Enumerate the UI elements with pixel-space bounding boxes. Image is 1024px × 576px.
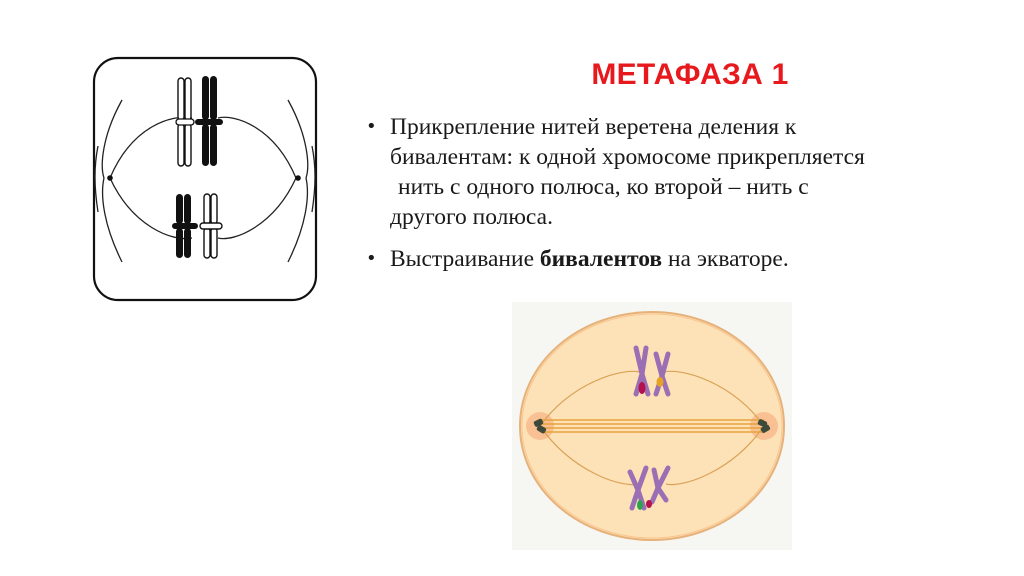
bullet-1-line-2: бивалентам: к одной хромосоме прикрепляется (390, 144, 865, 170)
bullet-icon: • (366, 248, 377, 269)
bullet-2-text-bold: бивалентов (539, 246, 663, 272)
bullet-1-line-1: Прикрепление нитей веретена деления к (390, 114, 797, 140)
slide-title: МЕТАФАЗА 1 (591, 58, 789, 91)
bullet-icon: • (366, 116, 377, 137)
metaphase-cell-figure (512, 302, 792, 550)
bullet-2-text-post: на экваторе. (662, 246, 789, 272)
bullet-1-line-3: нить с одного полюса, ко второй – нить с (398, 174, 809, 200)
metaphase-schematic-figure (92, 56, 318, 302)
metaphase-cell-icon (512, 302, 792, 550)
metaphase-schematic-icon (92, 56, 318, 302)
bullet-item-1 (366, 112, 1006, 232)
bullet-2-text-pre: Выстраивание (390, 246, 540, 272)
bullet-list (366, 112, 1006, 274)
bullet-item-2 (366, 244, 1006, 274)
bullet-1-line-4: другого полюса. (390, 204, 553, 230)
